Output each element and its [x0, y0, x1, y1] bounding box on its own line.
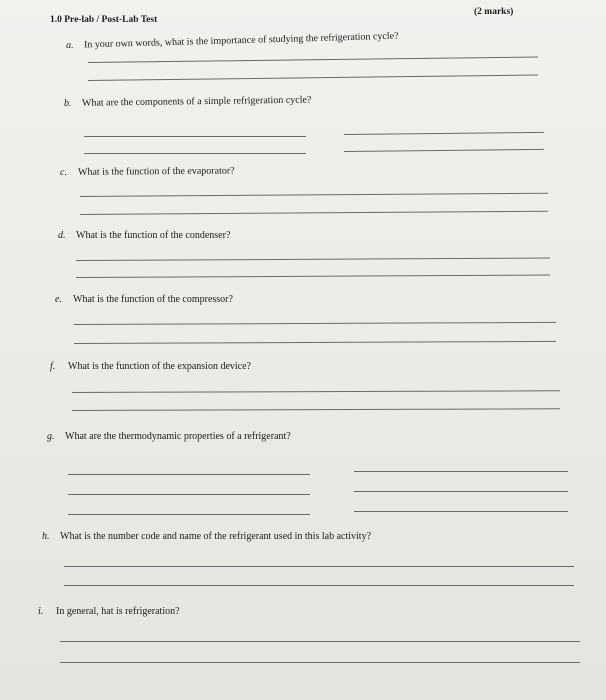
- answer-line[interactable]: [60, 662, 580, 663]
- question-d: [58, 230, 230, 241]
- answer-line[interactable]: [68, 474, 310, 475]
- question-text: What is the function of the evaporator?: [77, 165, 235, 178]
- question-i: [38, 606, 180, 617]
- question-text: In your own words, what is the importance of studying the refrigeration cycle?: [83, 30, 399, 51]
- question-letter: a.: [65, 39, 74, 51]
- question-text: In general, hat is refrigeration?: [56, 606, 180, 617]
- question-letter: f.: [50, 361, 56, 372]
- question-a: [66, 31, 399, 51]
- question-text: What is the function of the compressor?: [73, 294, 233, 305]
- question-text: What is the function of the condenser?: [76, 230, 231, 241]
- question-letter: g.: [47, 431, 55, 442]
- question-text: What is the number code and name of the refrigerant used in this lab activity?: [60, 531, 372, 542]
- answer-line[interactable]: [80, 193, 548, 197]
- answer-line[interactable]: [80, 211, 548, 215]
- answer-line[interactable]: [72, 408, 560, 411]
- question-letter: d.: [58, 230, 66, 241]
- answer-line[interactable]: [76, 275, 550, 278]
- question-c: [60, 165, 235, 178]
- question-letter: e.: [55, 294, 62, 305]
- marks-label: (2 marks): [474, 7, 514, 17]
- question-e: [55, 294, 233, 305]
- answer-line[interactable]: [64, 585, 574, 586]
- question-f: [50, 361, 251, 372]
- question-b: [64, 95, 311, 109]
- question-text: What are the components of a simple refrigeration cycle?: [81, 94, 312, 109]
- page-title: 1.0 Pre-lab / Post-Lab Test: [50, 15, 158, 25]
- answer-line[interactable]: [354, 471, 568, 472]
- answer-line[interactable]: [84, 153, 306, 154]
- question-text: What is the function of the expansion device?: [68, 361, 251, 372]
- answer-line[interactable]: [88, 75, 538, 81]
- answer-line[interactable]: [354, 511, 568, 512]
- question-h: [42, 531, 371, 542]
- question-g: [47, 431, 291, 442]
- answer-line[interactable]: [344, 149, 544, 152]
- answer-line[interactable]: [76, 258, 550, 261]
- answer-line[interactable]: [88, 57, 538, 63]
- answer-line[interactable]: [72, 390, 560, 393]
- question-letter: h.: [42, 531, 50, 542]
- answer-line[interactable]: [60, 641, 580, 642]
- question-letter: i.: [38, 606, 44, 617]
- answer-line[interactable]: [344, 132, 544, 135]
- answer-line[interactable]: [68, 494, 310, 495]
- answer-line[interactable]: [68, 514, 310, 515]
- answer-line[interactable]: [64, 566, 574, 567]
- answer-line[interactable]: [354, 491, 568, 492]
- question-letter: c.: [59, 166, 68, 178]
- answer-line[interactable]: [74, 322, 556, 325]
- answer-line[interactable]: [74, 341, 556, 344]
- question-text: What are the thermodynamic properties of a refrigerant?: [65, 431, 291, 442]
- question-letter: b.: [63, 97, 72, 109]
- answer-line[interactable]: [84, 136, 306, 137]
